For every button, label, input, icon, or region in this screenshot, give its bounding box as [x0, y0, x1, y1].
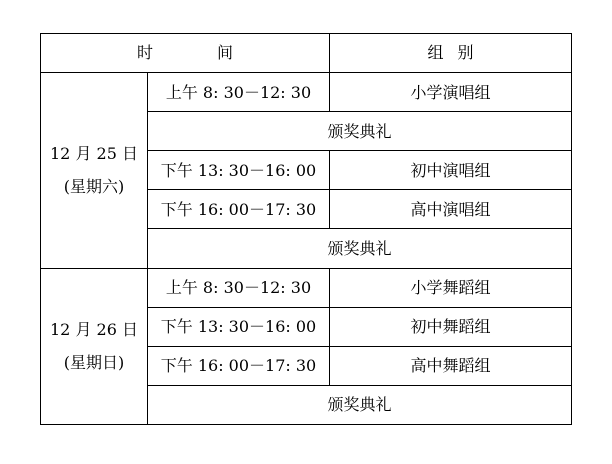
header-row	[41, 34, 572, 73]
group-header-char1: 组	[427, 43, 444, 63]
time-slot: 上午 8: 30－12: 30	[148, 73, 330, 112]
day1-weekday: (星期六)	[63, 177, 125, 197]
day1-date: 12 月 25 日	[50, 144, 138, 164]
day2-date: 12 月 26 日	[50, 320, 138, 340]
group-name: 小学演唱组	[330, 73, 572, 112]
group-name: 高中舞蹈组	[330, 346, 572, 385]
time-header	[41, 34, 330, 73]
group-name: 高中演唱组	[330, 190, 572, 229]
day1-date-cell	[41, 73, 148, 268]
award-ceremony: 颁奖典礼	[148, 112, 572, 151]
group-header-char2: 别	[457, 43, 474, 63]
group-name: 初中舞蹈组	[330, 307, 572, 346]
time-slot: 上午 8: 30－12: 30	[148, 268, 330, 307]
schedule-table	[40, 33, 572, 425]
award-ceremony: 颁奖典礼	[148, 385, 572, 424]
day2-weekday: (星期日)	[63, 353, 125, 373]
table-row	[41, 73, 572, 112]
time-slot: 下午 13: 30－16: 00	[148, 307, 330, 346]
group-name: 小学舞蹈组	[330, 268, 572, 307]
time-slot: 下午 16: 00－17: 30	[148, 346, 330, 385]
award-ceremony: 颁奖典礼	[148, 229, 572, 268]
group-header	[330, 34, 572, 73]
time-slot: 下午 13: 30－16: 00	[148, 151, 330, 190]
table-row	[41, 268, 572, 307]
time-header-char2: 间	[217, 43, 234, 63]
time-slot: 下午 16: 00－17: 30	[148, 190, 330, 229]
time-header-char1: 时	[136, 43, 153, 63]
day2-date-cell	[41, 268, 148, 424]
group-name: 初中演唱组	[330, 151, 572, 190]
